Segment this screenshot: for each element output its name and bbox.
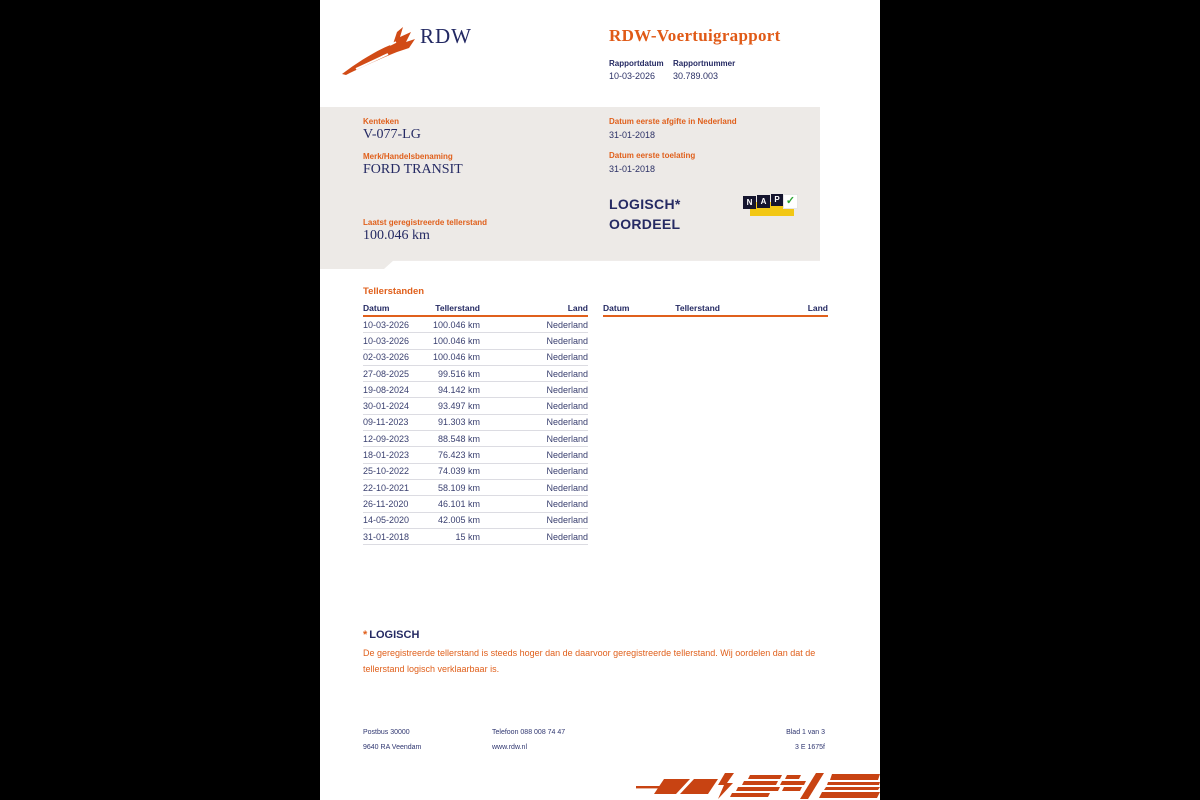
laatste-tellerstand-value: 100.046 km — [363, 228, 430, 243]
report-number-value: 30.789.003 — [673, 71, 719, 81]
footer-website: www.rdw.nl — [492, 744, 528, 751]
table-row — [363, 431, 588, 447]
table-cell: 18-01-2023 — [363, 450, 410, 461]
table-header-row — [363, 301, 588, 317]
table-cell: 100.046 km — [432, 335, 480, 346]
kenteken-label: Kenteken — [363, 117, 400, 126]
tellerstanden-table-right — [603, 301, 828, 317]
table-cell: Nederland — [546, 515, 588, 526]
column-header-datum: Datum — [603, 303, 630, 313]
table-cell: 93.497 km — [437, 401, 480, 412]
table-cell: 30-01-2024 — [363, 401, 410, 412]
table-cell: 12-09-2023 — [363, 433, 410, 444]
nap-logo — [743, 193, 799, 221]
page-title: RDW-Voertuigrapport — [609, 26, 781, 45]
table-cell: 74.039 km — [437, 466, 480, 477]
note-body: De geregistreerde tellerstand is steeds hoger dan de daarvoor geregistreerde tellerstand. Wij oordelen dan dat de tellerstand logisch verklaarbaar is. — [363, 648, 816, 674]
table-cell: 100.046 km — [432, 319, 480, 330]
table-cell: 42.005 km — [437, 515, 480, 526]
table-cell: 10-03-2026 — [363, 335, 410, 346]
report-page — [320, 0, 880, 800]
rdw-logo-text: RDW — [420, 24, 472, 48]
table-cell: Nederland — [546, 352, 588, 363]
footer-phone: Telefoon 088 008 74 47 — [492, 729, 566, 736]
nap-letter-n: N — [743, 196, 756, 209]
table-row — [363, 513, 588, 529]
footer-address-line1: Postbus 30000 — [363, 729, 410, 736]
table-row — [363, 398, 588, 414]
footer-address — [363, 725, 421, 755]
table-cell: 27-08-2025 — [363, 368, 410, 379]
column-header-datum: Datum — [363, 303, 390, 313]
table-cell: Nederland — [546, 335, 588, 346]
table-row — [363, 333, 588, 349]
footer-address-line2: 9640 RA Veendam — [363, 744, 422, 751]
table-cell: 22-10-2021 — [363, 482, 410, 493]
footer-contact — [492, 725, 565, 755]
table-row — [363, 529, 588, 545]
table-cell: 26-11-2020 — [363, 498, 409, 509]
table-cell: Nederland — [546, 384, 588, 395]
merk-value: FORD TRANSIT — [363, 162, 463, 177]
column-header-land: Land — [807, 303, 828, 313]
nap-letter-p: P — [771, 194, 783, 206]
table-cell: Nederland — [546, 319, 588, 330]
nap-letter-a: A — [757, 195, 770, 208]
nap-checkmark-icon: ✓ — [783, 194, 798, 209]
note-heading — [363, 629, 419, 641]
column-header-land: Land — [567, 303, 588, 313]
eerste-toelating-label: Datum eerste toelating — [609, 151, 696, 160]
oordeel-line2: OORDEEL — [609, 216, 681, 232]
table-cell: 46.101 km — [437, 498, 480, 509]
table-cell: 88.548 km — [437, 433, 480, 444]
column-header-tellerstand: Tellerstand — [435, 303, 480, 313]
table-cell: 31-01-2018 — [363, 531, 410, 542]
note-heading-text: LOGISCH — [369, 629, 420, 641]
table-cell: Nederland — [546, 401, 588, 412]
report-date-label: Rapportdatum — [609, 59, 664, 68]
table-cell: Nederland — [546, 482, 588, 493]
table-cell: 10-03-2026 — [363, 319, 410, 330]
table-cell: 09-11-2023 — [363, 417, 409, 428]
table-row — [363, 366, 588, 382]
table-cell: 14-05-2020 — [363, 515, 410, 526]
report-number-label: Rapportnummer — [673, 59, 736, 68]
laatste-tellerstand-label: Laatst geregistreerde tellerstand — [363, 218, 488, 227]
table-cell: Nederland — [546, 531, 588, 542]
table-cell: 58.109 km — [437, 482, 480, 493]
table-cell: Nederland — [546, 433, 588, 444]
table-cell: Nederland — [546, 466, 588, 477]
table-row — [363, 415, 588, 431]
table-cell: 25-10-2022 — [363, 466, 410, 477]
table-cell: 99.516 km — [437, 368, 480, 379]
table-cell: Nederland — [546, 417, 588, 428]
merk-label: Merk/Handelsbenaming — [363, 152, 453, 161]
table-row — [363, 480, 588, 496]
tellerstanden-section-title: Tellerstanden — [363, 286, 425, 297]
table-row — [363, 464, 588, 480]
tellerstanden-table-left — [363, 301, 588, 545]
table-cell: 19-08-2024 — [363, 384, 410, 395]
table-cell: 94.142 km — [437, 384, 480, 395]
eerste-afgifte-label: Datum eerste afgifte in Nederland — [609, 117, 737, 126]
oordeel-text — [609, 194, 681, 234]
footer-page-number: Blad 1 van 3 — [786, 729, 825, 736]
table-cell: Nederland — [546, 368, 588, 379]
table-row — [363, 447, 588, 463]
eerste-toelating-value: 31-01-2018 — [609, 164, 656, 174]
table-cell: 100.046 km — [432, 352, 480, 363]
note-asterisk: * — [363, 629, 368, 641]
table-row — [363, 496, 588, 512]
table-row — [363, 382, 588, 398]
table-cell: 76.423 km — [437, 450, 480, 461]
table-cell: 02-03-2026 — [363, 352, 410, 363]
table-cell: Nederland — [546, 450, 588, 461]
table-cell: 15 km — [455, 531, 480, 542]
report-date-value: 10-03-2026 — [609, 71, 656, 81]
rdw-stripes-graphic-icon — [630, 772, 880, 800]
rdw-wing-logo-icon — [340, 24, 426, 76]
table-row — [363, 350, 588, 366]
kenteken-value: V-077-LG — [363, 127, 421, 142]
table-row — [363, 317, 588, 333]
eerste-afgifte-value: 31-01-2018 — [609, 130, 656, 140]
footer-form-code: 3 E 1675f — [795, 744, 825, 751]
footer-pagination — [720, 725, 825, 755]
oordeel-line1: LOGISCH* — [609, 196, 681, 212]
table-cell: Nederland — [546, 498, 588, 509]
column-header-tellerstand: Tellerstand — [675, 303, 720, 313]
table-header-row — [603, 301, 828, 317]
table-cell: 91.303 km — [437, 417, 480, 428]
